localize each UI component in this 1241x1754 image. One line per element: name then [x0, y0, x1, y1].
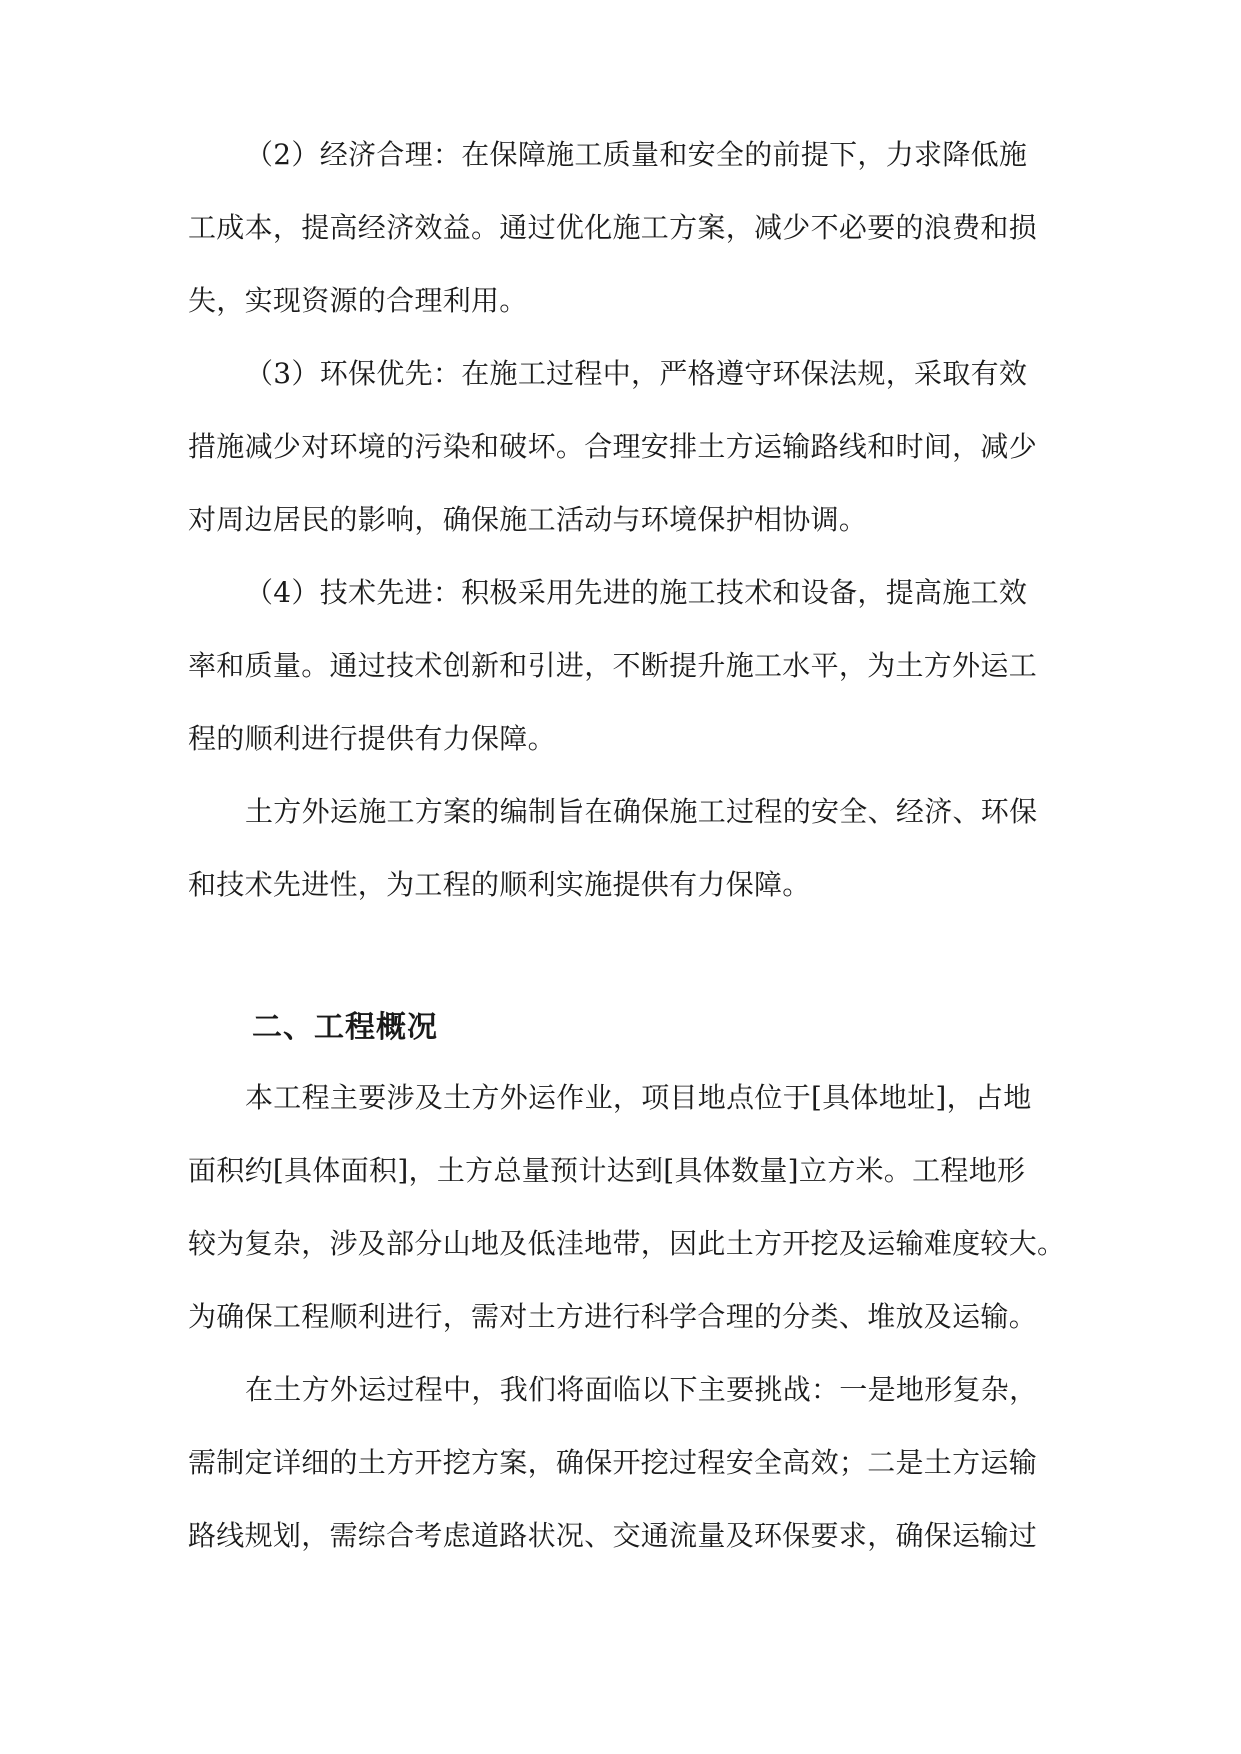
paragraph-project-overview: [188, 1061, 1066, 1353]
paragraph-principle-economy: [188, 118, 1054, 337]
text-line: 较为复杂，涉及部分山地及低洼地带，因此土方开挖及运输难度较大。: [188, 1227, 1066, 1260]
text-line: 程的顺利进行提供有力保障。: [188, 722, 556, 755]
text-line: 措施减少对环境的污染和破坏。合理安排土方运输路线和时间，减少: [188, 430, 1038, 463]
text-line: 需制定详细的土方开挖方案，确保开挖过程安全高效；二是土方运输: [188, 1446, 1038, 1479]
text-line: 为确保工程顺利进行，需对土方进行科学合理的分类、堆放及运输。: [188, 1300, 1038, 1333]
text-line: （2）经济合理：在保障施工质量和安全的前提下，力求降低施: [245, 138, 1028, 171]
text-line: 土方外运施工方案的编制旨在确保施工过程的安全、经济、环保: [245, 795, 1038, 828]
text-line: 面积约[具体面积]，土方总量预计达到[具体数量]立方米。工程地形: [188, 1154, 1026, 1187]
text-line: 在土方外运过程中，我们将面临以下主要挑战：一是地形复杂，: [245, 1373, 1038, 1406]
text-line: 和技术先进性，为工程的顺利实施提供有力保障。: [188, 868, 811, 901]
text-line: 率和质量。通过技术创新和引进，不断提升施工水平，为土方外运工: [188, 649, 1038, 682]
text-line: 路线规划，需综合考虑道路状况、交通流量及环保要求，确保运输过: [188, 1519, 1038, 1552]
text-line: 对周边居民的影响，确保施工活动与环境保护相协调。: [188, 503, 868, 536]
text-line: 工成本，提高经济效益。通过优化施工方案，减少不必要的浪费和损: [188, 211, 1038, 244]
text-line: 失，实现资源的合理利用。: [188, 284, 528, 317]
paragraph-summary: [188, 775, 1054, 921]
text-line: （4）技术先进：积极采用先进的施工技术和设备，提高施工效: [245, 576, 1028, 609]
paragraph-principle-technology: [188, 556, 1054, 775]
section-heading: 二、工程概况: [252, 1010, 438, 1045]
text-line: （3）环保优先：在施工过程中，严格遵守环保法规，采取有效: [245, 357, 1028, 390]
paragraph-principle-environment: [188, 337, 1054, 556]
paragraph-challenges: [188, 1353, 1054, 1572]
text-line: 本工程主要涉及土方外运作业，项目地点位于[具体地址]，占地: [245, 1081, 1032, 1114]
